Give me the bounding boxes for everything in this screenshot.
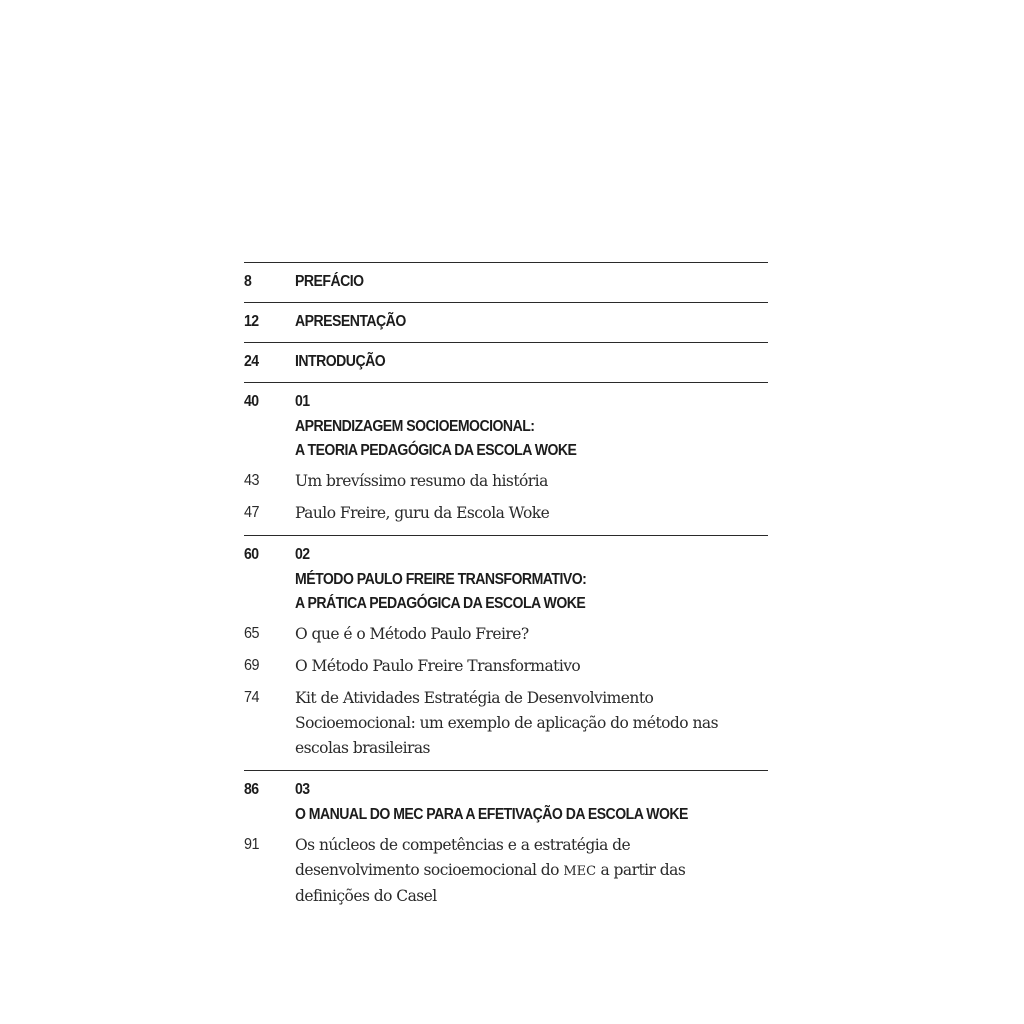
section-title-line: escolas brasileiras bbox=[295, 739, 430, 757]
page-number: 47 bbox=[244, 504, 260, 521]
section-title-line: a partir das bbox=[596, 861, 686, 879]
chapter-number: 02 bbox=[295, 546, 310, 563]
toc-section[interactable] bbox=[244, 833, 768, 909]
section-title-line: desenvolvimento socioemocional do bbox=[295, 861, 564, 879]
toc-chapter-03 bbox=[244, 770, 768, 918]
section-title: O que é o Método Paulo Freire? bbox=[295, 625, 529, 643]
page-number: 24 bbox=[244, 353, 259, 370]
acronym-smallcaps: MEC bbox=[563, 864, 597, 879]
chapter-title-block bbox=[295, 391, 711, 463]
toc-chapter-01 bbox=[244, 382, 768, 535]
page-number: 8 bbox=[244, 273, 252, 290]
chapter-title-line: A PRÁTICA PEDAGÓGICA DA ESCOLA WOKE bbox=[295, 595, 586, 612]
entry-title: APRESENTAÇÃO bbox=[295, 313, 406, 330]
section-title: O Método Paulo Freire Transformativo bbox=[295, 657, 581, 675]
page-number: 12 bbox=[244, 313, 259, 330]
table-of-contents bbox=[244, 262, 768, 918]
section-title-line: Kit de Atividades Estratégia de Desenvolvimento bbox=[295, 689, 654, 707]
page-number: 43 bbox=[244, 472, 260, 489]
toc-section[interactable] bbox=[244, 469, 768, 494]
page-number: 40 bbox=[244, 393, 259, 410]
chapter-title-line: APRENDIZAGEM SOCIOEMOCIONAL: bbox=[295, 418, 535, 435]
chapter-number: 01 bbox=[295, 393, 310, 410]
chapter-title-block bbox=[295, 779, 711, 827]
chapter-title-line: O MANUAL DO MEC PARA A EFETIVAÇÃO DA ESCOLA WOKE bbox=[295, 806, 688, 823]
section-title-line: Socioemocional: um exemplo de aplicação do método nas bbox=[295, 714, 718, 732]
toc-entry-introduction[interactable] bbox=[244, 342, 768, 382]
chapter-title-line: MÉTODO PAULO FREIRE TRANSFORMATIVO: bbox=[295, 571, 587, 588]
toc-section[interactable] bbox=[244, 622, 768, 647]
section-title bbox=[295, 686, 768, 761]
toc-section[interactable] bbox=[244, 654, 768, 679]
entry-title: INTRODUÇÃO bbox=[295, 353, 386, 370]
section-title-line: Os núcleos de competências e a estratégia de bbox=[295, 836, 631, 854]
page-number: 60 bbox=[244, 546, 259, 563]
section-title: Paulo Freire, guru da Escola Woke bbox=[295, 504, 550, 522]
toc-entry-presentation[interactable] bbox=[244, 302, 768, 342]
entry-title: PREFÁCIO bbox=[295, 273, 364, 290]
toc-entry-preface[interactable] bbox=[244, 262, 768, 302]
chapter-heading[interactable] bbox=[244, 544, 768, 616]
page-number: 74 bbox=[244, 689, 260, 706]
page-number: 86 bbox=[244, 781, 259, 798]
page-number: 91 bbox=[244, 836, 260, 853]
toc-chapter-02 bbox=[244, 535, 768, 770]
toc-section[interactable] bbox=[244, 686, 768, 761]
chapter-number: 03 bbox=[295, 781, 310, 798]
chapter-heading[interactable] bbox=[244, 779, 768, 827]
section-title-line: definições do Casel bbox=[295, 887, 437, 905]
page-number: 69 bbox=[244, 657, 260, 674]
section-title bbox=[295, 833, 768, 909]
toc-section[interactable] bbox=[244, 501, 768, 526]
chapter-title-line: A TEORIA PEDAGÓGICA DA ESCOLA WOKE bbox=[295, 442, 577, 459]
chapter-heading[interactable] bbox=[244, 391, 768, 463]
chapter-title-block bbox=[295, 544, 711, 616]
section-title: Um brevíssimo resumo da história bbox=[295, 472, 548, 490]
page-number: 65 bbox=[244, 625, 260, 642]
